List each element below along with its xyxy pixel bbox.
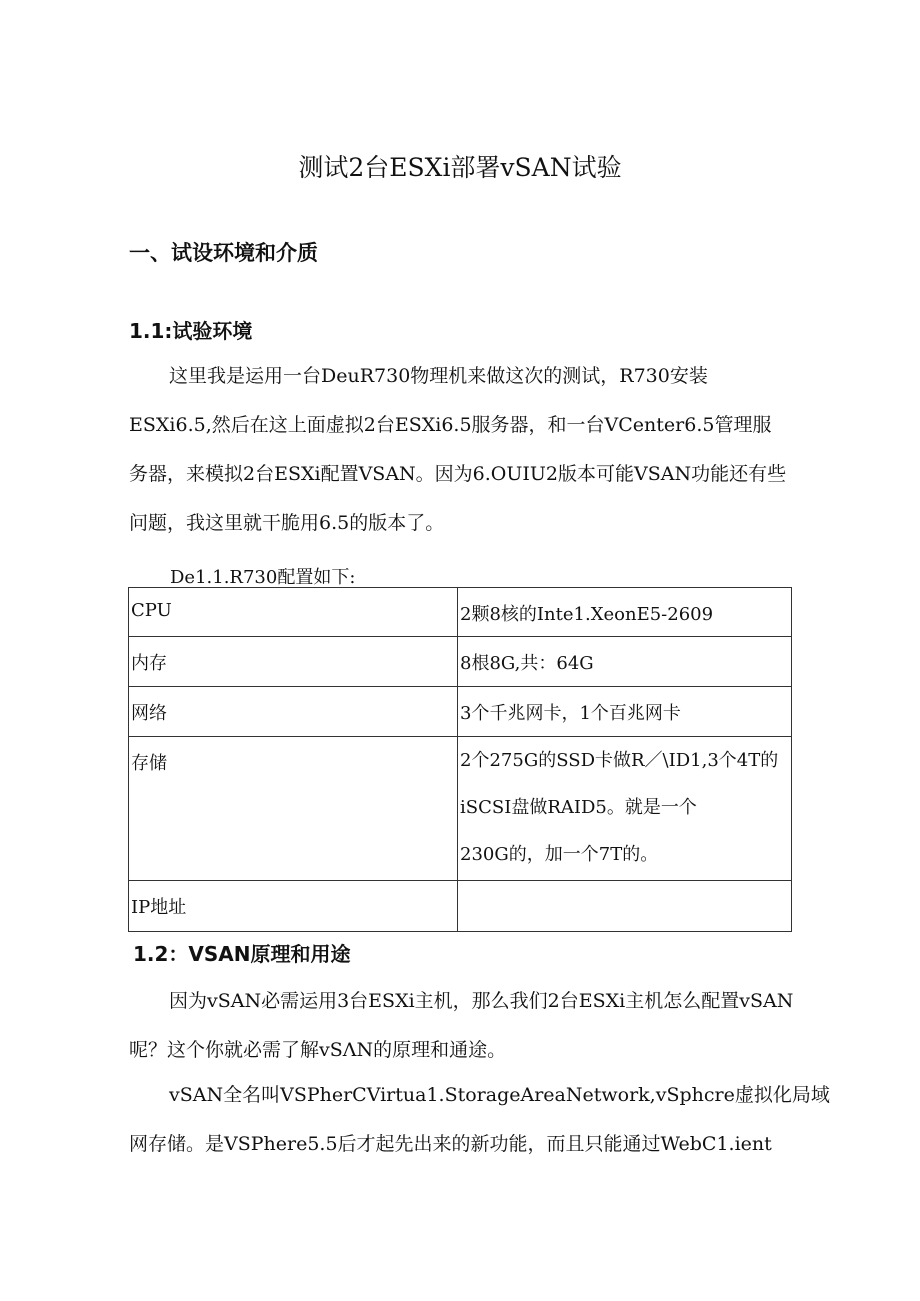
table-row bbox=[129, 737, 792, 881]
table-cell-label bbox=[129, 687, 458, 737]
paragraph-test-environment bbox=[129, 352, 794, 548]
paragraph-line: 问题，我这里就干脆用6.5的版本了。 bbox=[129, 512, 445, 534]
memory-label: 内存 bbox=[131, 653, 167, 674]
table-cell-value bbox=[458, 881, 792, 932]
table-cell-value bbox=[458, 637, 792, 687]
paragraph-vsan-definition bbox=[129, 1071, 830, 1169]
paragraph-line: 因为vSAN必需运用3台ESXi主机，那么我们2台ESXi主机怎么配置vSAN bbox=[169, 990, 794, 1012]
paragraph-line: 这里我是运用一台DeuR730物理机来做这次的测试，R730安装 bbox=[169, 365, 708, 387]
paragraph-line: ESXi6.5,然后在这上面虚拟2台ESXi6.5服务器，和一台VCenter6.5管理服 bbox=[129, 414, 772, 436]
table-cell-label bbox=[129, 737, 458, 881]
paragraph-line: vSAN全名叫VSPherCVirtua1.StorageAreaNetwork,vSphcre虚拟化局域 bbox=[169, 1084, 830, 1106]
network-label: 网络 bbox=[131, 703, 167, 724]
storage-value-line: 2个275G的SSD卡做R／\ID1,3个4T的 bbox=[460, 750, 779, 771]
table-cell-value bbox=[458, 687, 792, 737]
storage-value-line: iSCSI盘做RAID5。就是一个 bbox=[460, 797, 697, 818]
subsection-heading-vsan-principle: 1.2：VSAN原理和用途 bbox=[133, 942, 351, 966]
network-value: 3个千兆网卡，1个百兆网卡 bbox=[460, 703, 681, 724]
memory-value: 8根8G,共：64G bbox=[460, 653, 594, 674]
table-cell-label bbox=[129, 637, 458, 687]
paragraph-line: 网存储。是VSPhere5.5后才起先出来的新功能，而且只能通过WebC1.ient bbox=[129, 1133, 772, 1155]
cpu-label: CPU bbox=[131, 600, 172, 621]
table-cell-value bbox=[458, 737, 792, 881]
table-cell-value bbox=[458, 588, 792, 637]
table-caption: De1.1.R730配置如下: bbox=[170, 567, 356, 588]
table-row bbox=[129, 637, 792, 687]
paragraph-vsan-hosts bbox=[129, 977, 794, 1075]
subsection-heading-test-environment: 1.1:试验环境 bbox=[129, 319, 253, 343]
server-spec-table bbox=[128, 587, 792, 932]
table-row bbox=[129, 687, 792, 737]
ip-address-label: IP地址 bbox=[131, 897, 187, 918]
section-heading-environment: 一、试设环境和介质 bbox=[129, 241, 318, 265]
table-row bbox=[129, 588, 792, 637]
table-cell-label bbox=[129, 588, 458, 637]
table-row bbox=[129, 881, 792, 932]
cpu-value: 2颗8核的Inte1.XeonE5-2609 bbox=[460, 604, 714, 625]
table-cell-label bbox=[129, 881, 458, 932]
storage-label: 存储 bbox=[131, 753, 167, 774]
storage-value-line: 230G的，加一个7T的。 bbox=[460, 844, 659, 865]
paragraph-line: 呢？这个你就必需了解vSΛN的原理和通途。 bbox=[129, 1039, 507, 1061]
paragraph-line: 务器，来模拟2台ESXi配置VSAN。因为6.OUIU2版本可能VSAN功能还有些 bbox=[129, 463, 787, 485]
document-title: 测试2台ESXi部署vSAN试验 bbox=[298, 153, 622, 182]
